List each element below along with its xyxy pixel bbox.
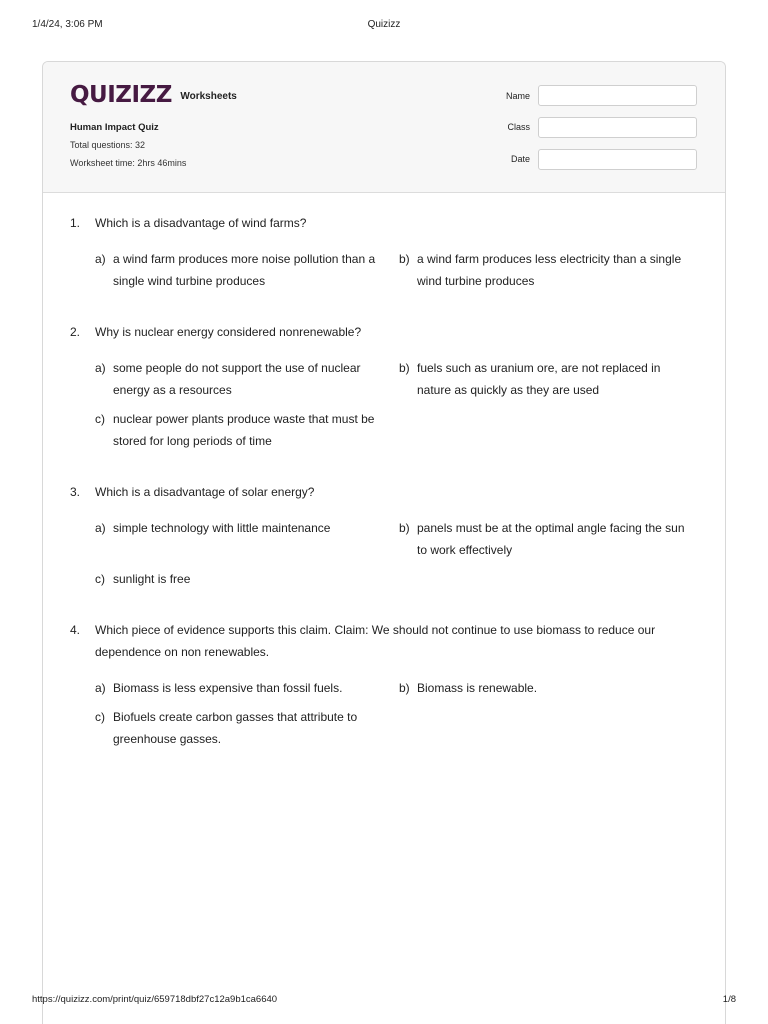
option-text: Biomass is renewable. bbox=[417, 681, 538, 695]
print-footer bbox=[32, 994, 736, 1008]
option-letter: a) bbox=[95, 361, 106, 375]
option-letter: a) bbox=[95, 681, 106, 695]
option-text: nuclear power plants produce waste that must be stored for long periods of time bbox=[113, 412, 375, 448]
name-label: Name bbox=[505, 91, 530, 101]
date-label: Date bbox=[510, 154, 530, 164]
option-letter: a) bbox=[95, 521, 106, 535]
page-indicator: 1/8 bbox=[722, 994, 736, 1005]
worksheet bbox=[42, 61, 726, 1024]
option-text: Biomass is less expensive than fossil fuels. bbox=[113, 681, 343, 695]
worksheet-header bbox=[43, 62, 725, 193]
date-field[interactable] bbox=[538, 149, 697, 170]
option-text: sunlight is free bbox=[113, 572, 191, 586]
question-number: 1. bbox=[70, 216, 81, 230]
option-letter: b) bbox=[399, 252, 410, 266]
option-letter: b) bbox=[399, 521, 410, 535]
question-text: Which is a disadvantage of wind farms? bbox=[95, 216, 307, 230]
option-letter: c) bbox=[95, 710, 105, 724]
question-number: 4. bbox=[70, 623, 81, 637]
option-text: some people do not support the use of nuclear energy as a resources bbox=[113, 361, 361, 397]
option-letter: c) bbox=[95, 572, 105, 586]
class-field[interactable] bbox=[538, 117, 697, 138]
option-letter: c) bbox=[95, 412, 105, 426]
option-text: panels must be at the optimal angle facing the sun to work effectively bbox=[417, 521, 685, 557]
quizizz-logo: QUIZIZZ bbox=[70, 82, 172, 108]
question-text: Which piece of evidence supports this claim. Claim: We should not continue to use biomass to reduce our dependence on non renewables. bbox=[95, 623, 656, 659]
quiz-title: Human Impact Quiz bbox=[70, 122, 159, 133]
question-text: Which is a disadvantage of solar energy? bbox=[95, 485, 315, 499]
name-field[interactable] bbox=[538, 85, 697, 106]
option-text: a wind farm produces less electricity than a single wind turbine produces bbox=[417, 252, 682, 288]
question-text: Why is nuclear energy considered nonrenewable? bbox=[95, 325, 362, 339]
option-text: a wind farm produces more noise pollution than a single wind turbine produces bbox=[113, 252, 376, 288]
option-text: simple technology with little maintenance bbox=[113, 521, 331, 535]
class-label: Class bbox=[507, 122, 530, 132]
print-page-title: Quizizz bbox=[367, 19, 401, 30]
page-url: https://quizizz.com/print/quiz/659718dbf27c12a9b1ca6640 bbox=[32, 994, 278, 1005]
worksheet-time: Worksheet time: 2hrs 46mins bbox=[70, 158, 187, 168]
total-questions: Total questions: 32 bbox=[70, 140, 146, 150]
option-text: fuels such as uranium ore, are not replaced in nature as quickly as they are used bbox=[417, 361, 661, 397]
option-letter: b) bbox=[399, 681, 410, 695]
option-letter: b) bbox=[399, 361, 410, 375]
print-header bbox=[32, 19, 736, 33]
option-text: Biofuels create carbon gasses that attribute to greenhouse gasses. bbox=[113, 710, 358, 746]
question-number: 3. bbox=[70, 485, 81, 499]
option-letter: a) bbox=[95, 252, 106, 266]
print-datetime: 1/4/24, 3:06 PM bbox=[32, 19, 103, 30]
brand bbox=[70, 82, 237, 108]
question-number: 2. bbox=[70, 325, 81, 339]
brand-subtitle: Worksheets bbox=[180, 91, 237, 102]
